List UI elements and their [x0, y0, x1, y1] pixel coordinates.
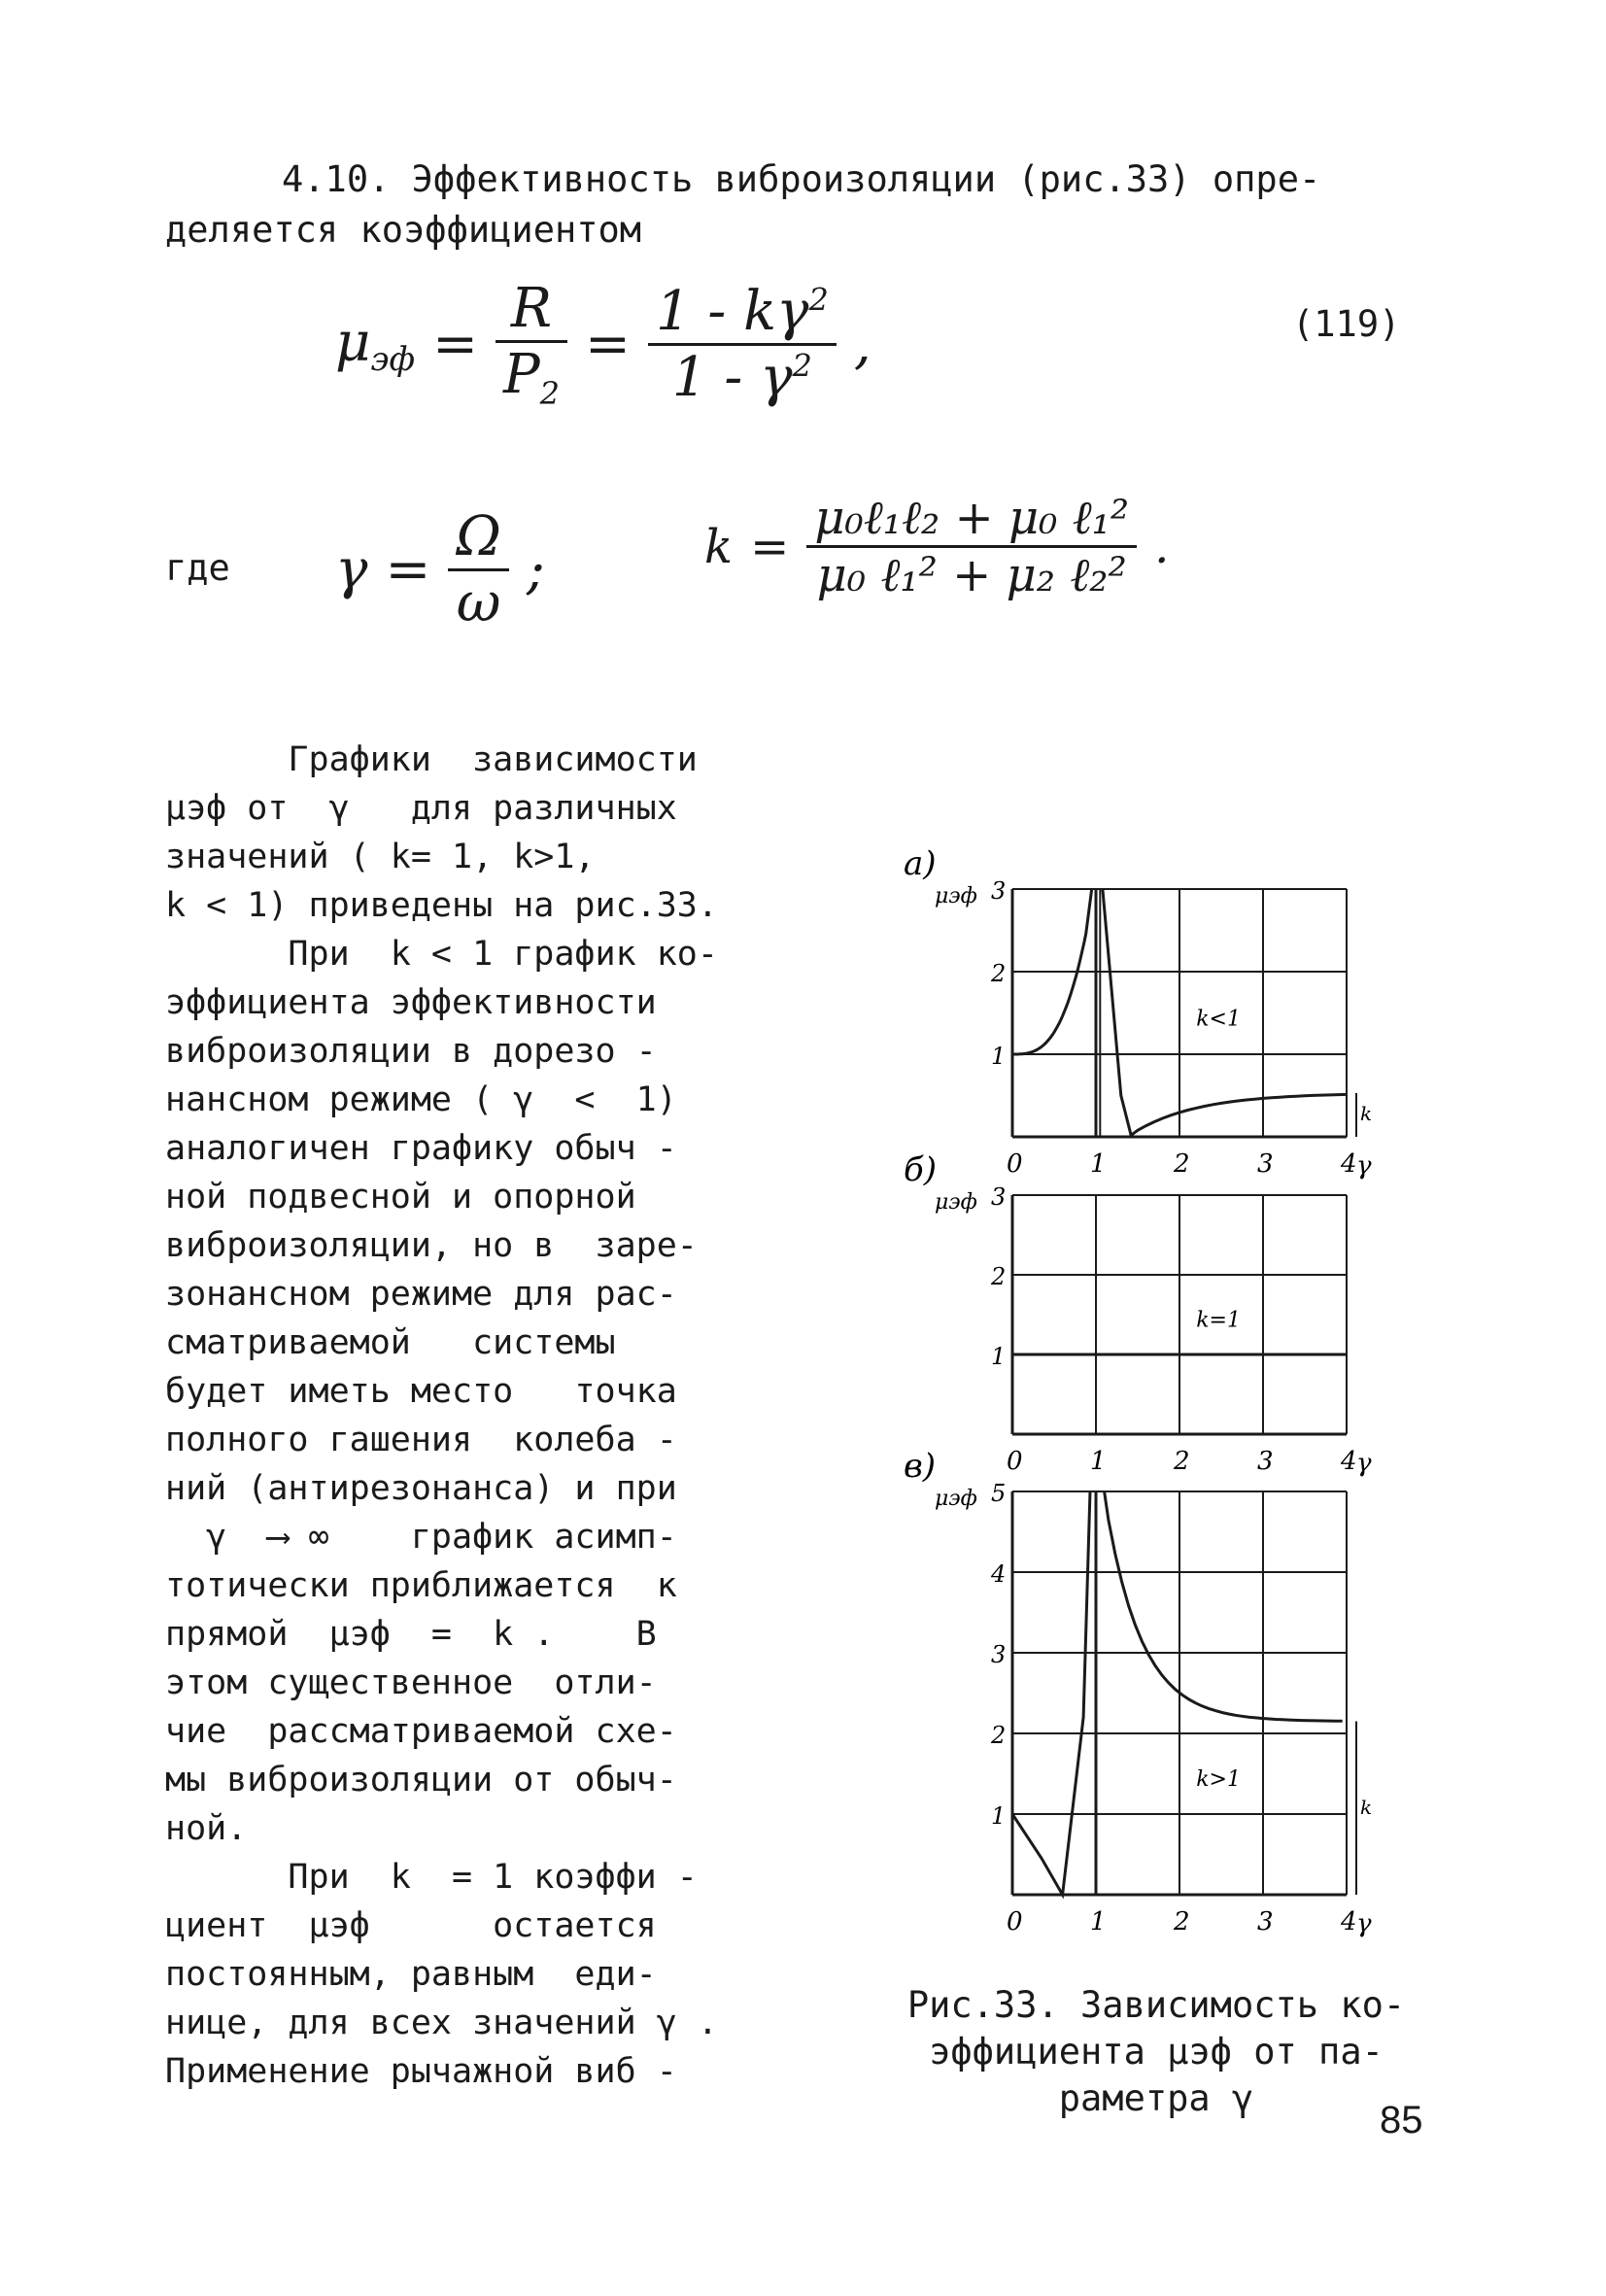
- figure-panel: [904, 1150, 1372, 1478]
- body-line: эффициента эффективности: [165, 983, 657, 1022]
- x-axis-label: γ: [1356, 1909, 1372, 1938]
- body-line: ной подвесной и опорной: [165, 1178, 636, 1217]
- y-tick-label: 4: [991, 1560, 1007, 1588]
- y-tick-label: 3: [991, 877, 1007, 905]
- body-line: Применение рычажной виб -: [165, 2052, 677, 2091]
- body-line: нансном режиме ( γ < 1): [165, 1080, 677, 1119]
- eq-fraction-1: $\frac{R}{P_2}$: [495, 277, 567, 412]
- equation-number: (119): [1292, 303, 1401, 345]
- gamma-definition: γ = $\frac{\Omega}{\omega}$ ;: [335, 505, 545, 634]
- caption-line-1: Рис.33. Зависимость ко-: [906, 1984, 1406, 2026]
- y-tick-label: 1: [991, 1043, 1007, 1070]
- intro-line-1: 4.10. Эффективность виброизоляции (рис.33) опре-: [282, 158, 1321, 200]
- x-tick-label: 0: [1007, 1149, 1023, 1179]
- body-line: виброизоляции, но в заре-: [165, 1226, 698, 1265]
- x-tick-label: 4: [1341, 1447, 1357, 1476]
- x-tick-label: 2: [1174, 1149, 1190, 1179]
- k-marker: k: [1360, 1796, 1373, 1819]
- x-tick-label: 3: [1257, 1447, 1274, 1476]
- body-line: ний (антирезонанса) и при: [165, 1469, 677, 1508]
- body-line: сматриваемой системы: [165, 1323, 616, 1362]
- y-axis-label: μэф: [935, 1190, 977, 1215]
- k-marker: k: [1360, 1102, 1373, 1125]
- body-line: мы виброизоляции от обыч-: [165, 1761, 677, 1799]
- panel-label: б): [904, 1150, 938, 1189]
- body-text: [165, 736, 718, 2096]
- body-line: прямой μэф = k . В: [165, 1615, 657, 1654]
- curve-label: k=1: [1196, 1308, 1241, 1333]
- figure-33: [874, 836, 1418, 1953]
- x-tick-label: 4: [1341, 1149, 1357, 1179]
- y-tick-label: 3: [991, 1641, 1007, 1668]
- y-tick-label: 2: [991, 1263, 1007, 1290]
- body-line: значений ( k= 1, k>1,: [165, 838, 596, 876]
- body-line: аналогичен графику обыч -: [165, 1129, 677, 1168]
- k-definition: k = $\frac{\text{μ₀ℓ₁ℓ₂ + μ₀ ℓ₁²}}{\text{μ₀ ℓ₁² + μ₂ ℓ₂²}}$ .: [704, 491, 1170, 602]
- where-label: где: [165, 547, 230, 589]
- equation-119: $\mu_{эф}$ = $\frac{R}{P_2}$ = $\frac{1 - k\gamma^2}{1 - \gamma^2}$ ,: [335, 277, 871, 413]
- y-tick-label: 1: [991, 1343, 1007, 1370]
- body-line: k < 1) приведены на рис.33.: [165, 886, 718, 925]
- figure-panel: [904, 844, 1372, 1181]
- x-tick-label: 0: [1007, 1447, 1023, 1476]
- eq-lhs: $\mu_{эф}$: [335, 310, 416, 379]
- body-line: чие рассматриваемой схе-: [165, 1712, 677, 1751]
- body-line: При k < 1 график ко-: [165, 935, 718, 974]
- body-line: полного гашения колеба -: [165, 1421, 677, 1459]
- body-line: виброизоляции в дорезо -: [165, 1032, 657, 1071]
- caption-line-2: эффициента μэф от па-: [929, 2031, 1384, 2073]
- x-tick-label: 1: [1090, 1149, 1107, 1179]
- figure-panel: [904, 1447, 1372, 1938]
- body-line: будет иметь место точка: [165, 1372, 677, 1411]
- x-tick-label: 2: [1174, 1447, 1190, 1476]
- body-line: μэф от γ для различных: [165, 789, 677, 828]
- body-line: Графики зависимости: [165, 740, 698, 779]
- body-line: этом существенное отли-: [165, 1663, 657, 1702]
- y-tick-label: 3: [991, 1183, 1007, 1211]
- x-axis-label: γ: [1356, 1151, 1372, 1181]
- y-tick-label: 2: [991, 1722, 1007, 1749]
- panel-label: в): [904, 1447, 937, 1486]
- caption-line-3: раметра γ: [1058, 2077, 1254, 2119]
- x-tick-label: 1: [1090, 1447, 1107, 1476]
- y-axis-label: μэф: [935, 1487, 977, 1511]
- x-axis-label: γ: [1356, 1449, 1372, 1478]
- x-tick-label: 2: [1174, 1907, 1190, 1936]
- y-tick-label: 5: [991, 1480, 1007, 1507]
- page-number: 85: [1380, 2099, 1423, 2142]
- body-line: нице, для всех значений γ .: [165, 2004, 718, 2042]
- intro-line-2: деляется коэффициентом: [165, 209, 642, 251]
- panel-label: а): [904, 844, 937, 883]
- x-tick-label: 3: [1257, 1907, 1274, 1936]
- figure-caption: [855, 1982, 1457, 2122]
- curve-label: k>1: [1196, 1766, 1241, 1792]
- body-line: При k = 1 коэффи -: [165, 1858, 698, 1897]
- curve: [1012, 1491, 1090, 1895]
- x-tick-label: 0: [1007, 1907, 1023, 1936]
- body-line: постоянным, равным еди-: [165, 1955, 657, 1994]
- y-tick-label: 2: [991, 960, 1007, 987]
- body-line: циент μэф остается: [165, 1906, 657, 1945]
- body-line: зонансном режиме для рас-: [165, 1275, 677, 1314]
- curve: [1105, 1491, 1343, 1721]
- curve-label: k<1: [1196, 1007, 1241, 1032]
- body-line: γ ⟶ ∞ график асимп-: [165, 1518, 677, 1557]
- x-tick-label: 4: [1341, 1907, 1357, 1936]
- body-line: тотически приближается к: [165, 1566, 677, 1605]
- body-line: ной.: [165, 1809, 248, 1848]
- x-tick-label: 3: [1257, 1149, 1274, 1179]
- eq-fraction-2: $\frac{1 - k\gamma^2}{1 - \gamma^2}$: [648, 280, 837, 409]
- y-axis-label: μэф: [935, 884, 977, 908]
- y-tick-label: 1: [991, 1802, 1007, 1830]
- x-tick-label: 1: [1090, 1907, 1107, 1936]
